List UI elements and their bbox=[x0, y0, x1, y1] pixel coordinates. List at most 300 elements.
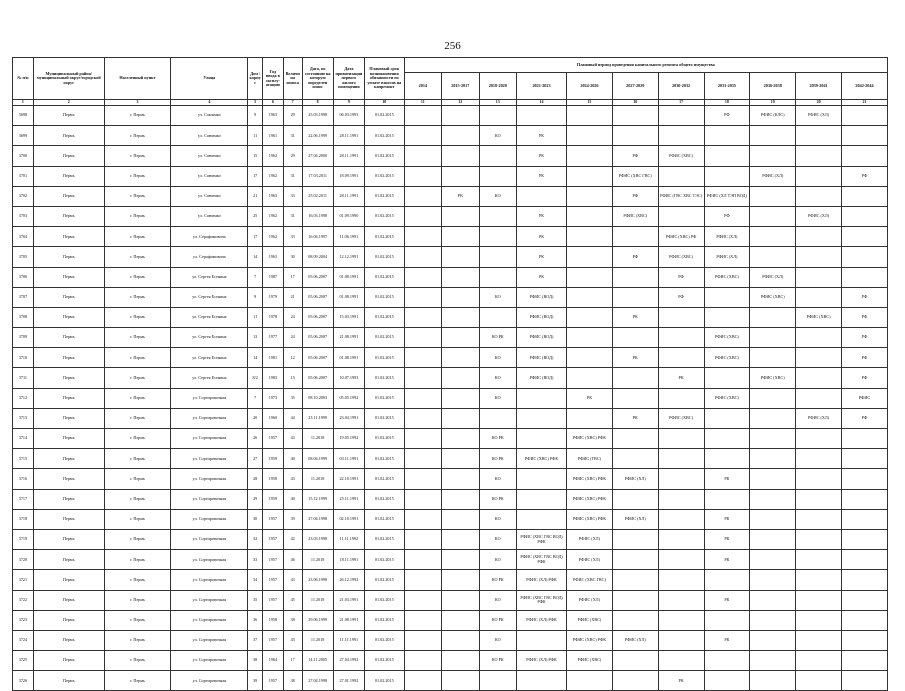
table-cell: 1957 bbox=[262, 590, 283, 610]
table-cell bbox=[404, 630, 441, 650]
table-cell bbox=[658, 206, 704, 226]
table-cell: КО bbox=[479, 630, 516, 650]
table-cell: 01.02.2015 bbox=[365, 227, 405, 247]
table-cell bbox=[796, 550, 842, 570]
table-cell bbox=[612, 388, 658, 408]
table-cell: 01.02.2015 bbox=[365, 610, 405, 630]
table-cell: 1977 bbox=[262, 328, 283, 348]
table-cell: Пермь bbox=[33, 368, 104, 388]
table-cell: КО РК bbox=[479, 651, 516, 671]
table-cell: 01.02.2015 bbox=[365, 550, 405, 570]
table-cell: 01.08.1991 bbox=[333, 287, 364, 307]
table-cell bbox=[442, 671, 479, 691]
table-cell bbox=[704, 449, 750, 469]
table-cell: КО bbox=[479, 529, 516, 549]
table-cell bbox=[750, 348, 796, 368]
table-cell: 01.02.2015 bbox=[365, 247, 405, 267]
table-cell: КО РК bbox=[479, 610, 516, 630]
table-cell: РК bbox=[517, 227, 567, 247]
table-cell: 28.11.1991 bbox=[333, 126, 364, 146]
table-cell: 01.02.2015 bbox=[365, 671, 405, 691]
table-cell bbox=[517, 408, 567, 428]
table-cell bbox=[404, 469, 441, 489]
table-cell: РК bbox=[704, 509, 750, 529]
table-cell: г. Пермь bbox=[104, 449, 171, 469]
table-cell: Пермь bbox=[33, 166, 104, 186]
table-cell: г. Пермь bbox=[104, 429, 171, 449]
table-cell bbox=[404, 126, 441, 146]
table-cell: г. Пермь bbox=[104, 388, 171, 408]
table-cell: 3721 bbox=[13, 570, 34, 590]
table-cell bbox=[479, 247, 516, 267]
table-cell: РФИС (ХВС) bbox=[567, 651, 613, 671]
table-cell bbox=[750, 489, 796, 509]
table-cell: КО РК bbox=[479, 328, 516, 348]
table-cell bbox=[841, 227, 887, 247]
table-cell: 3723 bbox=[13, 610, 34, 630]
table-cell: 3716 bbox=[13, 469, 34, 489]
table-cell: РК bbox=[704, 590, 750, 610]
table-cell bbox=[612, 328, 658, 348]
table-cell bbox=[442, 227, 479, 247]
table-cell bbox=[442, 206, 479, 226]
table-cell: 1957 bbox=[262, 671, 283, 691]
table-cell: 38 bbox=[283, 610, 302, 630]
table-cell: 19.05.1992 bbox=[333, 429, 364, 449]
table-cell bbox=[517, 106, 567, 126]
table-cell bbox=[479, 146, 516, 166]
table-cell bbox=[404, 671, 441, 691]
table-cell: 12.12.1991 bbox=[333, 247, 364, 267]
table-cell bbox=[658, 550, 704, 570]
table-cell: 14 bbox=[248, 348, 263, 368]
table-cell bbox=[841, 126, 887, 146]
table-cell: 1957 bbox=[262, 630, 283, 650]
table-cell bbox=[442, 166, 479, 186]
table-row bbox=[13, 206, 888, 226]
table-cell bbox=[567, 368, 613, 388]
table-cell: ул. Сортировочная bbox=[171, 570, 248, 590]
table-cell: 05.06.2007 bbox=[302, 368, 333, 388]
column-number: 4 bbox=[171, 100, 248, 106]
table-cell: 3708 bbox=[13, 307, 34, 327]
table-cell: 08.04.1999 bbox=[302, 449, 333, 469]
table-cell: ул. Сакченко bbox=[171, 106, 248, 126]
table-cell: 18.09.1991 bbox=[333, 166, 364, 186]
table-cell bbox=[796, 186, 842, 206]
table-cell bbox=[658, 328, 704, 348]
table-cell: 1978 bbox=[262, 307, 283, 327]
table-cell bbox=[404, 489, 441, 509]
table-cell bbox=[704, 610, 750, 630]
table-cell: КО bbox=[479, 509, 516, 529]
table-cell bbox=[517, 388, 567, 408]
table-cell: ул. Сергея Есенина bbox=[171, 287, 248, 307]
table-cell: ул. Сергея Есенина bbox=[171, 368, 248, 388]
table-cell bbox=[404, 449, 441, 469]
table-cell bbox=[612, 489, 658, 509]
header-period: 2024-2026 bbox=[567, 73, 613, 100]
table-cell: Пермь bbox=[33, 247, 104, 267]
table-cell: 14.11.2005 bbox=[302, 651, 333, 671]
table-cell: 01.02.2015 bbox=[365, 267, 405, 287]
table-cell: КО bbox=[479, 368, 516, 388]
table-cell: 01.08.1991 bbox=[333, 348, 364, 368]
table-cell bbox=[841, 489, 887, 509]
header-period: 2030-2032 bbox=[658, 73, 704, 100]
table-cell: 01.02.2015 bbox=[365, 206, 405, 226]
column-number: 14 bbox=[517, 100, 567, 106]
table-cell: Пермь bbox=[33, 287, 104, 307]
table-cell: 28 bbox=[248, 469, 263, 489]
table-cell: 1958 bbox=[262, 469, 283, 489]
table-cell: ул. Сортировочная bbox=[171, 529, 248, 549]
table-cell bbox=[658, 651, 704, 671]
table-cell bbox=[841, 206, 887, 226]
table-cell: ул. Сортировочная bbox=[171, 509, 248, 529]
table-cell: КО bbox=[479, 348, 516, 368]
table-cell: РФИС (ХВС) РФ bbox=[658, 227, 704, 247]
table-cell bbox=[442, 247, 479, 267]
table-cell: Пермь bbox=[33, 429, 104, 449]
table-cell bbox=[404, 106, 441, 126]
column-number: 20 bbox=[796, 100, 842, 106]
table-cell: 01.02.2015 bbox=[365, 348, 405, 368]
table-cell: 17 bbox=[248, 166, 263, 186]
table-row bbox=[13, 449, 888, 469]
table-cell: 27.04.1998 bbox=[302, 671, 333, 691]
table-cell: г. Пермь bbox=[104, 247, 171, 267]
table-cell: РФ bbox=[841, 166, 887, 186]
table-cell: 40 bbox=[283, 489, 302, 509]
table-row bbox=[13, 166, 888, 186]
table-cell bbox=[750, 126, 796, 146]
table-cell: 3711 bbox=[13, 368, 34, 388]
table-cell: 1981 bbox=[262, 348, 283, 368]
table-cell bbox=[567, 227, 613, 247]
table-cell: 01.02.2015 bbox=[365, 146, 405, 166]
header-house: Дом / корпус bbox=[248, 58, 263, 100]
table-cell bbox=[567, 408, 613, 428]
table-cell: 01.02.2015 bbox=[365, 489, 405, 509]
table-cell: 01.08.1991 bbox=[333, 267, 364, 287]
table-cell bbox=[750, 469, 796, 489]
table-cell bbox=[479, 166, 516, 186]
table-cell: 8/2 bbox=[248, 368, 263, 388]
table-cell bbox=[658, 610, 704, 630]
table-cell: РК bbox=[517, 126, 567, 146]
table-cell: ул. Сортировочная bbox=[171, 429, 248, 449]
table-cell: 01.02.2015 bbox=[365, 328, 405, 348]
table-cell: РК bbox=[658, 368, 704, 388]
table-cell: 7 bbox=[248, 267, 263, 287]
table-cell: Пермь bbox=[33, 671, 104, 691]
table-cell bbox=[612, 287, 658, 307]
table-cell bbox=[841, 610, 887, 630]
table-cell bbox=[658, 469, 704, 489]
table-cell bbox=[404, 287, 441, 307]
column-number: 3 bbox=[104, 100, 171, 106]
table-cell: г. Пермь bbox=[104, 630, 171, 650]
table-cell bbox=[479, 106, 516, 126]
table-row bbox=[13, 267, 888, 287]
table-cell: РФИС (ХЛ) bbox=[750, 267, 796, 287]
table-cell: г. Пермь bbox=[104, 509, 171, 529]
table-cell: РФИС (ХВС) РФК bbox=[517, 449, 567, 469]
table-cell bbox=[658, 489, 704, 509]
table-cell: РФИС (ХЛ ТЭП ВОД) bbox=[704, 186, 750, 206]
table-cell bbox=[658, 429, 704, 449]
table-row bbox=[13, 287, 888, 307]
table-cell: РФИС (ХЛ) bbox=[612, 469, 658, 489]
table-cell bbox=[442, 287, 479, 307]
table-cell: 3706 bbox=[13, 267, 34, 287]
table-cell: 01.02.2015 bbox=[365, 590, 405, 610]
table-cell bbox=[612, 267, 658, 287]
column-number: 17 bbox=[658, 100, 704, 106]
table-cell bbox=[841, 590, 887, 610]
table-cell: 11.2018 bbox=[302, 429, 333, 449]
table-cell bbox=[442, 307, 479, 327]
table-cell bbox=[658, 509, 704, 529]
table-cell: г. Пермь bbox=[104, 550, 171, 570]
table-cell bbox=[442, 408, 479, 428]
table-cell: ул. Савченко bbox=[171, 146, 248, 166]
table-cell bbox=[567, 348, 613, 368]
table-cell: 01.02.2015 bbox=[365, 388, 405, 408]
table-cell: 3725 bbox=[13, 651, 34, 671]
table-cell: 43 bbox=[283, 630, 302, 650]
table-cell: 31 bbox=[283, 206, 302, 226]
column-number: 16 bbox=[612, 100, 658, 106]
table-cell: РФИС (ХЛ) bbox=[612, 630, 658, 650]
table-cell: 3705 bbox=[13, 247, 34, 267]
table-cell bbox=[658, 590, 704, 610]
table-cell: 3724 bbox=[13, 630, 34, 650]
header-year-built: Год ввода в эксплу-атацию bbox=[262, 58, 283, 100]
table-cell bbox=[442, 328, 479, 348]
table-cell bbox=[442, 106, 479, 126]
header-period: 2042-2044 bbox=[841, 73, 887, 100]
table-cell: 01.02.2015 bbox=[365, 429, 405, 449]
table-cell: 1963 bbox=[262, 186, 283, 206]
table-cell: РК bbox=[612, 307, 658, 327]
table-cell: 21 bbox=[283, 287, 302, 307]
table-cell: Пермь bbox=[33, 408, 104, 428]
table-cell: 01.02.2015 bbox=[365, 307, 405, 327]
table-cell: 01.02.2015 bbox=[365, 106, 405, 126]
table-cell bbox=[442, 368, 479, 388]
table-cell: РФИС (ВОД) bbox=[517, 307, 567, 327]
table-row bbox=[13, 509, 888, 529]
table-cell: РФИС (ХВС) bbox=[750, 368, 796, 388]
table-cell: 21.08.1991 bbox=[333, 610, 364, 630]
table-cell: 02.10.1991 bbox=[333, 509, 364, 529]
table-cell: 35 bbox=[283, 388, 302, 408]
table-row bbox=[13, 186, 888, 206]
table-cell: 1964 bbox=[262, 651, 283, 671]
table-cell bbox=[404, 388, 441, 408]
table-cell: РФИС (ХВС) РФК bbox=[567, 630, 613, 650]
table-cell: ул. Сергея Есенина bbox=[171, 267, 248, 287]
table-cell: 3703 bbox=[13, 206, 34, 226]
table-cell: 34 bbox=[248, 570, 263, 590]
table-cell bbox=[796, 126, 842, 146]
table-cell: г. Пермь bbox=[104, 328, 171, 348]
table-cell: ул. Савченко bbox=[171, 186, 248, 206]
table-cell bbox=[442, 610, 479, 630]
column-number: 15 bbox=[567, 100, 613, 106]
table-cell: г. Пермь bbox=[104, 267, 171, 287]
table-cell bbox=[796, 247, 842, 267]
table-cell bbox=[479, 408, 516, 428]
table-cell: КО bbox=[479, 126, 516, 146]
table-cell: 17 bbox=[283, 267, 302, 287]
table-cell: РФИС (ВОД) bbox=[517, 348, 567, 368]
table-cell: РФИС (ХЛ) РФК bbox=[517, 610, 567, 630]
table-row bbox=[13, 671, 888, 691]
table-cell: 01.02.2015 bbox=[365, 529, 405, 549]
header-period: 2021-2023 bbox=[517, 73, 567, 100]
table-cell: 01.09.1990 bbox=[333, 206, 364, 226]
table-cell bbox=[517, 186, 567, 206]
table-cell: 01.02.2015 bbox=[365, 126, 405, 146]
header-district: Муниципальный район/ муниципальный округ/городской округ bbox=[33, 58, 104, 100]
table-cell: 24 bbox=[283, 328, 302, 348]
table-cell: 38 bbox=[283, 671, 302, 691]
table-cell: 08.10.2003 bbox=[302, 388, 333, 408]
table-row bbox=[13, 429, 888, 449]
table-cell: РК bbox=[612, 408, 658, 428]
table-cell: РК bbox=[612, 348, 658, 368]
table-cell bbox=[404, 590, 441, 610]
table-cell: 3722 bbox=[13, 590, 34, 610]
table-cell: 15.12.1999 bbox=[302, 489, 333, 509]
column-number: 1 bbox=[13, 100, 34, 106]
header-period: 2027-2029 bbox=[612, 73, 658, 100]
table-cell bbox=[841, 247, 887, 267]
table-cell bbox=[658, 126, 704, 146]
table-cell: РФИС (ХВС) bbox=[704, 388, 750, 408]
table-cell: г. Пермь bbox=[104, 651, 171, 671]
table-cell: 36 bbox=[248, 610, 263, 630]
table-cell: РФИС (ХВС) bbox=[704, 328, 750, 348]
table-cell: ул. Сортировочная bbox=[171, 610, 248, 630]
table-cell: 43 bbox=[283, 570, 302, 590]
table-cell: 3713 bbox=[13, 408, 34, 428]
table-cell: 25.02.2011 bbox=[302, 186, 333, 206]
column-number: 5 bbox=[248, 100, 263, 106]
table-cell: КО bbox=[479, 590, 516, 610]
table-cell: ул. Савченко bbox=[171, 206, 248, 226]
table-cell: РФИС (ХЛ) bbox=[704, 227, 750, 247]
table-cell: 03.11.1991 bbox=[333, 449, 364, 469]
table-cell: РФИС (ХЛ) bbox=[612, 509, 658, 529]
column-number: 2 bbox=[33, 100, 104, 106]
table-cell bbox=[517, 469, 567, 489]
table-cell: 1962 bbox=[262, 206, 283, 226]
table-cell: 23.04.1991 bbox=[333, 408, 364, 428]
table-cell: РК bbox=[517, 206, 567, 226]
table-cell: 3704 bbox=[13, 227, 34, 247]
table-cell: 3699 bbox=[13, 126, 34, 146]
table-cell bbox=[442, 388, 479, 408]
table-cell bbox=[442, 590, 479, 610]
table-cell bbox=[796, 368, 842, 388]
table-cell bbox=[750, 529, 796, 549]
table-cell: КО bbox=[479, 469, 516, 489]
table-cell: г. Пермь bbox=[104, 408, 171, 428]
table-cell: КО bbox=[479, 287, 516, 307]
table-cell bbox=[658, 348, 704, 368]
table-cell: Пермь bbox=[33, 186, 104, 206]
table-cell: ул. Сортировочная bbox=[171, 630, 248, 650]
table-row bbox=[13, 368, 888, 388]
table-cell bbox=[841, 469, 887, 489]
table-cell: 29.06.1999 bbox=[302, 610, 333, 630]
table-cell bbox=[612, 550, 658, 570]
table-cell: 21.03.1991 bbox=[333, 590, 364, 610]
table-cell: Пермь bbox=[33, 146, 104, 166]
table-cell: РФИС (ГВС) bbox=[567, 449, 613, 469]
header-period: 2015-2017 bbox=[442, 73, 479, 100]
table-cell: РФИС (ХВС) bbox=[704, 267, 750, 287]
table-cell: Пермь bbox=[33, 348, 104, 368]
table-cell bbox=[404, 267, 441, 287]
table-cell: 39 bbox=[283, 509, 302, 529]
header-deterioration: Величина износа bbox=[283, 58, 302, 100]
table-cell bbox=[567, 247, 613, 267]
table-cell: 17.03.2011 bbox=[302, 166, 333, 186]
table-cell bbox=[704, 307, 750, 327]
table-cell bbox=[796, 671, 842, 691]
table-cell: КО РК bbox=[479, 429, 516, 449]
table-cell bbox=[796, 166, 842, 186]
table-cell: КО РК bbox=[479, 489, 516, 509]
table-cell bbox=[704, 368, 750, 388]
table-cell: 12 bbox=[283, 348, 302, 368]
table-row bbox=[13, 469, 888, 489]
table-cell bbox=[404, 166, 441, 186]
header-period: 2039-2041 bbox=[796, 73, 842, 100]
header-num: № п/п bbox=[13, 58, 34, 100]
table-cell: 17 bbox=[283, 651, 302, 671]
table-cell bbox=[796, 651, 842, 671]
table-cell bbox=[750, 328, 796, 348]
table-cell bbox=[567, 106, 613, 126]
table-cell: РФИС (ХЛ) РФК bbox=[517, 651, 567, 671]
table-cell bbox=[404, 429, 441, 449]
table-cell: РФИС (ХВС ГВС ВОД) РФК bbox=[517, 529, 567, 549]
table-cell: 1973 bbox=[262, 388, 283, 408]
table-cell: 1958 bbox=[262, 610, 283, 630]
table-cell: РФ bbox=[841, 328, 887, 348]
table-cell: 16.04.1997 bbox=[302, 227, 333, 247]
table-cell bbox=[750, 307, 796, 327]
table-cell bbox=[404, 348, 441, 368]
table-cell bbox=[704, 671, 750, 691]
table-cell: РФИС (ХВС) bbox=[658, 146, 704, 166]
table-cell: 01.02.2015 bbox=[365, 630, 405, 650]
table-cell: 20 bbox=[248, 408, 263, 428]
table-cell: КО РК bbox=[479, 449, 516, 469]
table-cell: 11 bbox=[248, 307, 263, 327]
table-row bbox=[13, 610, 888, 630]
table-cell bbox=[841, 529, 887, 549]
table-cell: г. Пермь bbox=[104, 469, 171, 489]
table-row bbox=[13, 146, 888, 166]
table-cell: 3715 bbox=[13, 449, 34, 469]
